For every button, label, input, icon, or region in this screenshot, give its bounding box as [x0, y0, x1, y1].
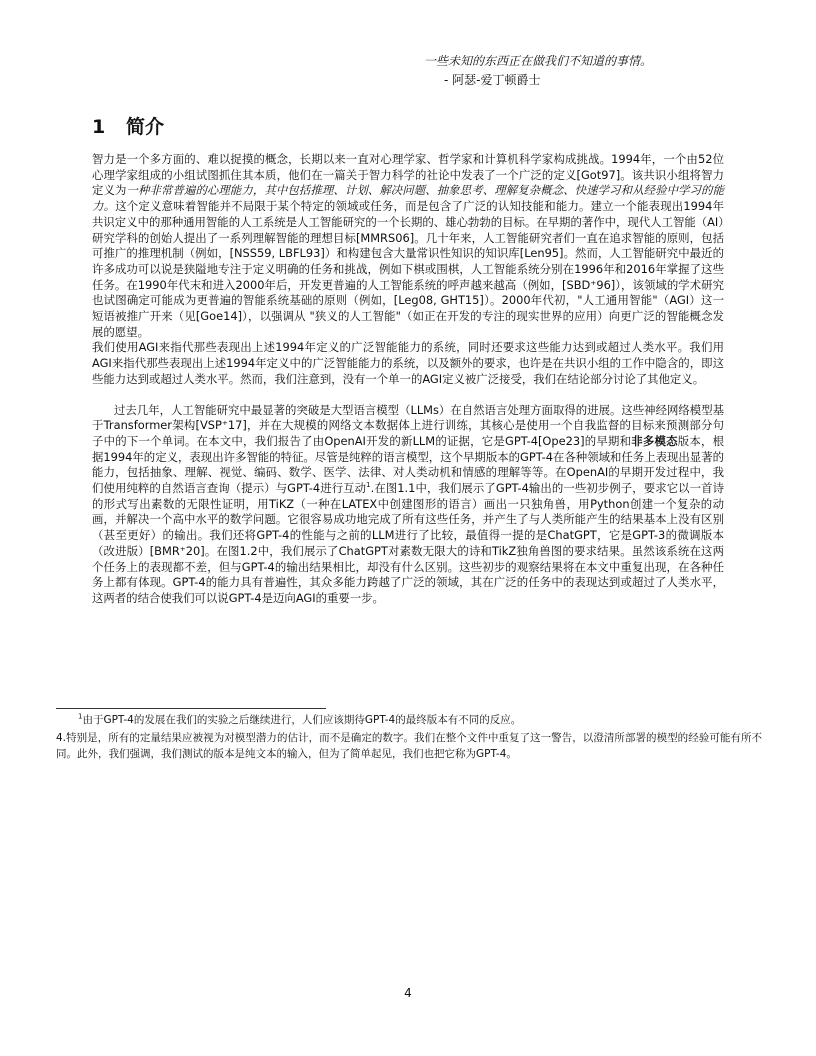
body-text: [92, 152, 724, 607]
section-title: 简介: [126, 116, 165, 138]
section-number: 1: [92, 116, 106, 138]
footnote-1-mark: 1: [78, 712, 83, 721]
definition-emphasis: 一种非常普遍的心理能力，其中包括推理、计划、解决问题、抽象思考、理解复杂概念、快速学习和从经验中学习的能力。: [92, 183, 724, 214]
footnote-divider: [56, 708, 326, 709]
footnote-1-text: 由于GPT-4的发展在我们的实验之后继续进行，人们应该期待GPT-4的最终版本有不同的反应。: [82, 714, 522, 726]
paragraph-text: 这个定义意味着智能并不局限于某个特定的领域或任务，而是包含了广泛的认知技能和能力。建立一个能表现出1994年共识定义中的那种通用智能的人工系统是人工智能研究的一个长期的、雄心勃勃的目标。在早期的著作中，现代人工智能（AI）研究学科的创始人提出了一系列理解智能的理想目标[MMRS06]。几十年来，人工智能研究者们一直在追求智能的原则，包括可推广的推理机制（例如，[NSS59, LBFL93]）和构建包含大量常识性知识的知识库[Len95]。然而，人工智能研究中最近的许多成功可以说是狭隘地专注于定义明确的任务和挑战，例如下棋或围棋，人工智能系统分别在1996年和2016年掌握了这些任务。在1990年代末和进入2000年后，开发更普遍的人工智能系统的呼声越来越高（例如，[SBD⁺96]），该领域的学术研究也试图确定可能成为更普遍的智能系统基础的原则（例如，[Leg08, GHT15]）。2000年代初，"人工通用智能"（AGI）这一短语被推广开来（见[Goe14]），以强调从 "狭义的人工智能"（如正在开发的专注的现实世界的应用）向更广泛的智能概念发展的愿望。: [92, 199, 724, 339]
epigraph: [424, 52, 744, 90]
footnote-1: [78, 713, 521, 727]
epigraph-attribution: - 阿瑟-爱丁顿爵士: [444, 73, 541, 87]
paragraph-llm: [92, 403, 724, 607]
paragraph-text: 过去几年，人工智能研究中最显著的突破是大型语言模型（LLMs）在自然语言处理方面取得的进展。这些神经网络模型基于Transformer架构[VSP⁺17]，并在大规模的网络文本数据体上进行训练，其核心是使用一个自我监督的目标来预测部分句子中的下一个单词。在本文中，我们报告了由OpenAI开发的新LLM的证据，它是GPT-4[Ope23]的早期和: [92, 402, 724, 448]
paragraph-agi: 我们使用AGI来指代那些表现出上述1994年定义的广泛智能能力的系统，同时还要求这些能力达到或超过人类水平。我们用AGI来指代那些表现出上述1994年定义中的广泛智能能力的系统，以及额外的要求，也许是在共识小组的工作中隐含的，即这些能力达到或超过人类水平。然而，我们注意到，没有一个单一的AGI定义被广泛接受，我们在结论部分讨论了其他定义。: [92, 340, 724, 386]
paragraph-definition: [92, 152, 724, 340]
section-heading: [92, 112, 164, 139]
paragraph-text: 智力是一个多方面的、难以捉摸的概念，长期以来一直对心理学家、哲学家和计算机科学家构成挑战。1994年，一个由52位心理学家组成的小组试图抓住其本质，他们在一篇关于智力科学的社论中发表了一个广泛的定义[Got97]。该共识小组将智力定义为: [92, 152, 724, 198]
bold-term: 非多模态: [631, 433, 678, 448]
paragraph-text: 版本，根据1994年的定义，表现出许多智能的特征。尽管是纯粹的语言模型，这个早期版本的GPT-4在各种领域和任务上表现出显著的能力，包括抽象、理解、视觉、编码、数学、医学、法律、对人类动机和情感的理解等等。在OpenAI的早期开发过程中，我们使用纯粹的自然语言查询（提示）与GPT-4进行互动: [92, 433, 724, 496]
paragraph-text: .在图1.1中，我们展示了GPT-4输出的一些初步例子，要求它以一首诗的形式写出素数的无限性证明，用TiKZ（一种在LATEX中创建图形的语言）画出一只独角兽，用Python创建一个复杂的动画，并解决一个高中水平的数学问题。它很容易成功地完成了所有这些任务，并产生了与人类所能产生的结果基本上没有区别（甚至更好）的输出。我们还将GPT-4的性能与之前的LLM进行了比较，最值得一提的是ChatGPT，它是GPT-3的微调版本（改进版）[BMR⁺20]。在图1.2中，我们展示了ChatGPT对素数无限大的诗和TikZ独角兽图的要求结果。虽然该系统在这两个任务上的表现都不差，但与GPT-4的输出结果相比，却没有什么区别。这些初步的观察结果将在本文中重复出现，在各种任务上都有体现。GPT-4的能力具有普遍性，其众多能力跨越了广泛的领域，其在广泛的任务中的表现达到或超过了人类水平，这两者的结合使我们可以说GPT-4是迈向AGI的重要一步。: [92, 481, 725, 605]
epigraph-quote: 一些未知的东西正在做我们不知道的事情。: [424, 54, 653, 68]
page-number: 4: [404, 986, 412, 1000]
footnote-note: 4.特别是，所有的定量结果应被视为对模型潜力的估计，而不是确定的数字。我们在整个文件中重复了这一警告，以澄清所部署的模型的经验可能有所不同。此外，我们强调，我们测试的版本是纯文本的输入，但为了简单起见，我们也把它称为GPT-4。: [56, 732, 762, 760]
footnote-marker[interactable]: 1: [366, 481, 371, 490]
